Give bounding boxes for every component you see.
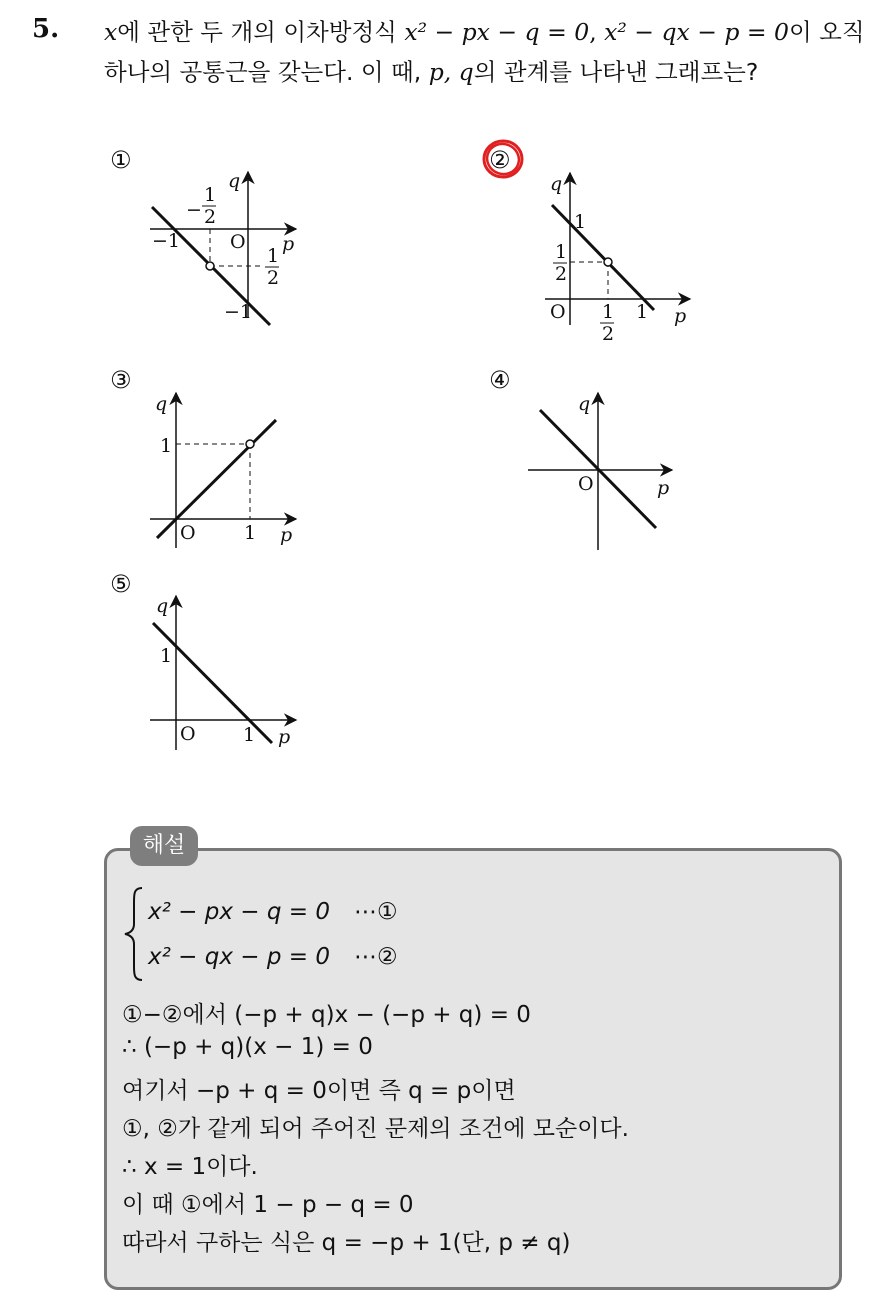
system-eq-1-ref: ⋯① [354,899,398,925]
graph-line [157,420,276,538]
q-label: q [228,170,241,192]
solution-line-3: 여기서 −p + q = 0이면 즉 q = p이면 [122,1078,516,1104]
half-num-y: 1 [555,241,568,263]
half-den: 2 [267,267,280,289]
p-label: p [278,726,291,748]
solution-line-6: 이 때 ①에서 1 − p − q = 0 [122,1192,414,1218]
q-text-b: 이 오직 [789,18,865,46]
choice-5-label[interactable]: ⑤ [110,570,132,598]
minus-sign: − [186,199,202,221]
origin-label: O [550,301,566,323]
graph-line [552,205,654,310]
p-label: p [657,477,670,499]
one-y-label: 1 [160,435,173,457]
one-x-label: 1 [244,522,257,544]
choice-2-label[interactable]: ② [489,146,511,174]
one-x-label: 1 [636,301,649,323]
q-label: q [578,393,591,415]
p-label: p [280,524,293,546]
origin-label: O [578,473,594,495]
p-label: p [674,305,687,327]
half-den-y: 2 [555,263,568,285]
system-eq-2: x² − qx − p = 0 [148,944,330,970]
system-eq-1: x² − px − q = 0 [148,899,330,925]
solution-line-5: ∴ x = 1이다. [122,1154,258,1180]
graph-2 [545,173,690,345]
solution-line-2: ∴ (−p + q)(x − 1) = 0 [122,1034,373,1060]
neg1-x-label: −1 [152,230,181,252]
open-point [206,262,214,270]
q-text-c: 하나의 공통근을 갖는다. 이 때, [104,58,429,86]
half-num: 1 [267,245,280,267]
solution-tag: 해설 [130,826,198,866]
origin-label: O [230,231,246,253]
p-label: p [282,233,295,255]
choice-3-label[interactable]: ③ [110,366,132,394]
solution-line-4: ①, ②가 같게 되어 주어진 문제의 조건에 모순이다. [122,1116,629,1142]
neg1-y-label: −1 [224,301,253,323]
system-eq-2-ref: ⋯② [354,944,398,970]
half-den-x: 2 [602,323,615,345]
equation-2: x² − qx − p = 0 [604,18,789,46]
solution-line-1: ①−②에서 (−p + q)x − (−p + q) = 0 [122,1002,531,1028]
graph-1 [150,170,296,325]
one-x-label: 1 [243,724,256,746]
neg-half-den: 2 [204,206,217,228]
one-y-label: 1 [160,645,173,667]
open-point [246,440,254,448]
equation-1: x² − px − q = 0 [404,18,590,46]
choice-1-label[interactable]: ① [110,146,132,174]
q-text-a: 에 관한 두 개의 이차방정식 [117,18,405,46]
vars-pq: p, q [428,58,474,86]
neg-half-num: 1 [204,184,217,206]
graph-3 [150,393,296,548]
q-comma: , [589,18,605,46]
q-label: q [156,595,169,617]
origin-label: O [180,723,196,745]
open-point [604,258,612,266]
graph-5 [150,595,296,750]
origin-label: O [180,522,196,544]
q-text-d: 의 관계를 나타낸 그래프는? [473,58,759,86]
system-brace [122,886,146,982]
q-label: q [550,173,563,195]
choice-4-label[interactable]: ④ [489,366,511,394]
var-x: x [104,18,118,46]
one-y-label: 1 [574,211,587,233]
graph-4 [528,393,672,550]
question-number: 5. [32,14,60,44]
q-label: q [155,393,168,415]
half-num-x: 1 [602,301,615,323]
solution-line-7: 따라서 구하는 식은 q = −p + 1(단, p ≠ q) [122,1230,571,1256]
